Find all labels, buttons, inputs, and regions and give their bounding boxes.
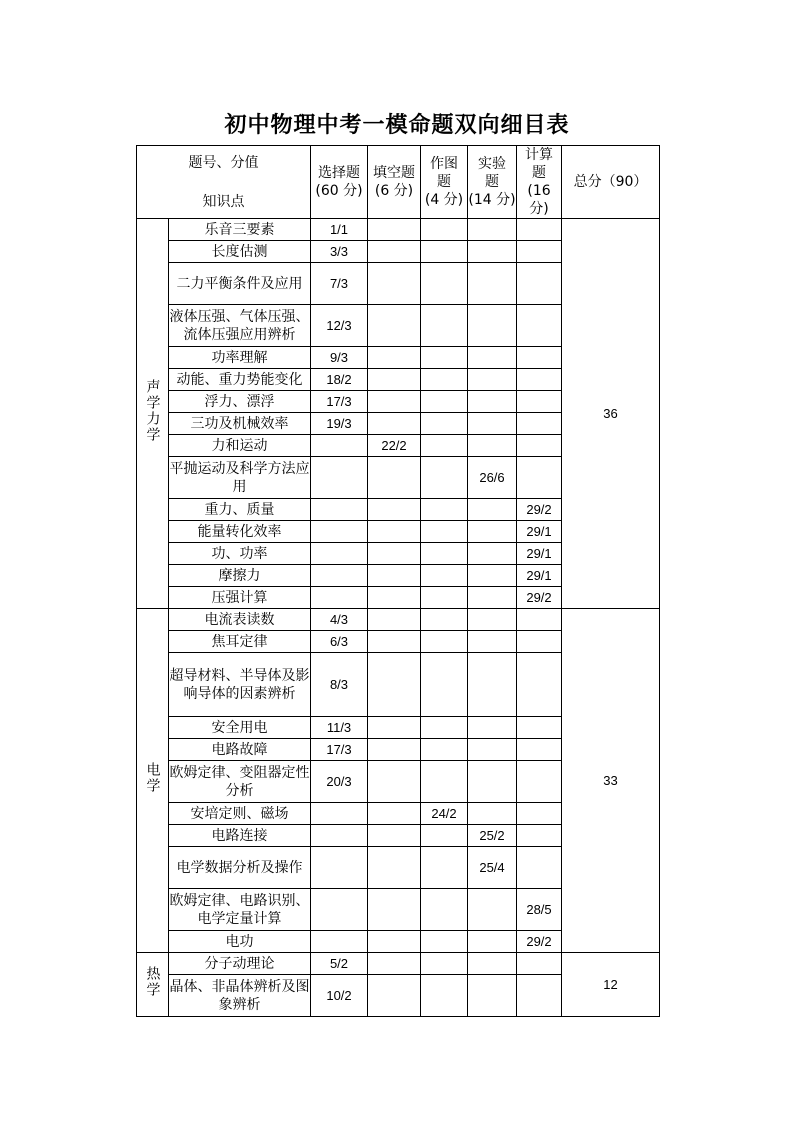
score-cell xyxy=(368,803,421,825)
score-cell xyxy=(468,739,517,761)
header-corner-cell xyxy=(137,146,311,219)
knowledge-point: 安全用电 xyxy=(169,717,311,739)
knowledge-point: 焦耳定律 xyxy=(169,631,311,653)
score-cell xyxy=(421,609,468,631)
score-cell xyxy=(368,565,421,587)
score-cell xyxy=(517,761,562,803)
score-cell xyxy=(311,587,368,609)
score-cell: 19/3 xyxy=(311,413,368,435)
score-cell: 29/1 xyxy=(517,543,562,565)
score-cell xyxy=(311,803,368,825)
score-cell xyxy=(421,263,468,305)
score-cell xyxy=(368,347,421,369)
score-cell xyxy=(368,305,421,347)
score-cell xyxy=(421,847,468,889)
score-cell xyxy=(468,975,517,1017)
knowledge-point: 压强计算 xyxy=(169,587,311,609)
score-cell xyxy=(468,631,517,653)
score-cell xyxy=(311,889,368,931)
knowledge-point: 平抛运动及科学方法应用 xyxy=(169,457,311,499)
score-cell: 20/3 xyxy=(311,761,368,803)
score-cell xyxy=(468,391,517,413)
score-cell xyxy=(311,521,368,543)
score-cell xyxy=(368,739,421,761)
category-label: 热学 xyxy=(144,966,161,998)
score-cell xyxy=(421,413,468,435)
knowledge-point: 乐音三要素 xyxy=(169,219,311,241)
score-cell xyxy=(468,953,517,975)
score-cell xyxy=(468,889,517,931)
score-cell xyxy=(421,543,468,565)
score-cell xyxy=(517,975,562,1017)
section-total: 12 xyxy=(562,953,660,1017)
table-row xyxy=(137,953,660,975)
category-label: 声学力学 xyxy=(144,379,161,443)
score-cell: 26/6 xyxy=(468,457,517,499)
score-cell: 4/3 xyxy=(311,609,368,631)
knowledge-point: 动能、重力势能变化 xyxy=(169,369,311,391)
knowledge-point: 摩擦力 xyxy=(169,565,311,587)
header-fill: 填空题 (6 分) xyxy=(368,146,421,219)
score-cell xyxy=(368,889,421,931)
score-cell xyxy=(517,653,562,717)
score-cell: 24/2 xyxy=(421,803,468,825)
header-choice: 选择题 (60 分) xyxy=(311,146,368,219)
score-cell xyxy=(468,653,517,717)
knowledge-point: 三功及机械效率 xyxy=(169,413,311,435)
score-cell xyxy=(421,653,468,717)
knowledge-point: 电功 xyxy=(169,931,311,953)
knowledge-point: 功率理解 xyxy=(169,347,311,369)
score-cell xyxy=(468,543,517,565)
knowledge-point: 欧姆定律、电路识别、电学定量计算 xyxy=(169,889,311,931)
header-calculation: 计算 题 (16 分) xyxy=(517,146,562,219)
detail-table xyxy=(136,145,660,1017)
score-cell xyxy=(368,369,421,391)
score-cell xyxy=(517,953,562,975)
score-cell xyxy=(368,457,421,499)
score-cell xyxy=(421,369,468,391)
score-cell: 12/3 xyxy=(311,305,368,347)
score-cell xyxy=(368,975,421,1017)
score-cell xyxy=(421,975,468,1017)
score-cell xyxy=(517,825,562,847)
header-experiment: 实验 题 (14 分) xyxy=(468,146,517,219)
score-cell xyxy=(421,739,468,761)
score-cell xyxy=(311,543,368,565)
score-cell: 29/2 xyxy=(517,499,562,521)
score-cell xyxy=(421,825,468,847)
score-cell: 8/3 xyxy=(311,653,368,717)
table-row xyxy=(137,609,660,631)
score-cell xyxy=(517,435,562,457)
knowledge-point: 电流表读数 xyxy=(169,609,311,631)
score-cell xyxy=(517,609,562,631)
knowledge-point: 长度估测 xyxy=(169,241,311,263)
score-cell xyxy=(421,889,468,931)
score-cell xyxy=(368,931,421,953)
score-cell xyxy=(421,219,468,241)
score-cell xyxy=(311,435,368,457)
header-corner-top: 题号、分值 xyxy=(188,154,259,171)
score-cell xyxy=(368,413,421,435)
knowledge-point: 超导材料、半导体及影响导体的因素辨析 xyxy=(169,653,311,717)
score-cell: 5/2 xyxy=(311,953,368,975)
score-cell xyxy=(468,565,517,587)
score-cell: 17/3 xyxy=(311,391,368,413)
score-cell xyxy=(517,717,562,739)
score-cell xyxy=(517,305,562,347)
knowledge-point: 安培定则、磁场 xyxy=(169,803,311,825)
score-cell xyxy=(421,565,468,587)
score-cell: 17/3 xyxy=(311,739,368,761)
score-cell: 29/2 xyxy=(517,931,562,953)
score-cell xyxy=(368,219,421,241)
score-cell: 28/5 xyxy=(517,889,562,931)
score-cell xyxy=(517,347,562,369)
score-cell xyxy=(368,499,421,521)
score-cell xyxy=(421,931,468,953)
score-cell xyxy=(468,241,517,263)
score-cell xyxy=(368,263,421,305)
score-cell xyxy=(368,653,421,717)
score-cell: 10/2 xyxy=(311,975,368,1017)
score-cell xyxy=(421,953,468,975)
score-cell xyxy=(421,305,468,347)
score-cell: 25/2 xyxy=(468,825,517,847)
score-cell xyxy=(368,717,421,739)
score-cell: 7/3 xyxy=(311,263,368,305)
header-drawing: 作图 题 (4 分) xyxy=(421,146,468,219)
knowledge-point: 分子动理论 xyxy=(169,953,311,975)
score-cell: 22/2 xyxy=(368,435,421,457)
score-cell: 1/1 xyxy=(311,219,368,241)
score-cell xyxy=(368,847,421,889)
header-corner-bottom: 知识点 xyxy=(202,193,245,210)
section-total: 33 xyxy=(562,609,660,953)
score-cell: 6/3 xyxy=(311,631,368,653)
score-cell xyxy=(421,435,468,457)
score-cell xyxy=(311,457,368,499)
score-cell xyxy=(517,847,562,889)
score-cell xyxy=(421,717,468,739)
score-cell: 18/2 xyxy=(311,369,368,391)
score-cell xyxy=(311,847,368,889)
score-cell xyxy=(421,391,468,413)
score-cell xyxy=(517,241,562,263)
score-cell xyxy=(468,521,517,543)
score-cell xyxy=(517,219,562,241)
score-cell: 25/4 xyxy=(468,847,517,889)
score-cell xyxy=(368,761,421,803)
knowledge-point: 晶体、非晶体辨析及图象辨析 xyxy=(169,975,311,1017)
score-cell xyxy=(311,825,368,847)
score-cell xyxy=(421,457,468,499)
score-cell xyxy=(421,241,468,263)
score-cell xyxy=(368,953,421,975)
category-cell xyxy=(137,219,169,609)
score-cell xyxy=(368,521,421,543)
score-cell xyxy=(468,369,517,391)
knowledge-point: 液体压强、气体压强、流体压强应用辨析 xyxy=(169,305,311,347)
score-cell: 9/3 xyxy=(311,347,368,369)
score-cell xyxy=(517,631,562,653)
score-cell xyxy=(468,761,517,803)
score-cell xyxy=(468,219,517,241)
score-cell xyxy=(468,347,517,369)
score-cell xyxy=(468,717,517,739)
score-cell xyxy=(468,435,517,457)
score-cell xyxy=(468,931,517,953)
score-cell xyxy=(517,457,562,499)
score-cell: 3/3 xyxy=(311,241,368,263)
header-total: 总分（90） xyxy=(562,146,660,219)
score-cell xyxy=(368,609,421,631)
score-cell xyxy=(421,587,468,609)
score-cell xyxy=(517,369,562,391)
knowledge-point: 二力平衡条件及应用 xyxy=(169,263,311,305)
section-total: 36 xyxy=(562,219,660,609)
score-cell xyxy=(311,931,368,953)
score-cell xyxy=(468,609,517,631)
score-cell xyxy=(517,803,562,825)
score-cell xyxy=(517,391,562,413)
score-cell xyxy=(421,631,468,653)
score-cell xyxy=(368,543,421,565)
knowledge-point: 欧姆定律、变阻器定性分析 xyxy=(169,761,311,803)
knowledge-point: 电学数据分析及操作 xyxy=(169,847,311,889)
score-cell xyxy=(421,347,468,369)
knowledge-point: 功、功率 xyxy=(169,543,311,565)
page-title: 初中物理中考一模命题双向细目表 xyxy=(224,112,570,138)
category-cell xyxy=(137,609,169,953)
score-cell xyxy=(517,263,562,305)
knowledge-point: 能量转化效率 xyxy=(169,521,311,543)
score-cell: 29/1 xyxy=(517,521,562,543)
score-cell xyxy=(368,631,421,653)
score-cell: 29/2 xyxy=(517,587,562,609)
score-cell xyxy=(368,825,421,847)
score-cell xyxy=(368,241,421,263)
knowledge-point: 电路连接 xyxy=(169,825,311,847)
knowledge-point: 电路故障 xyxy=(169,739,311,761)
score-cell xyxy=(311,565,368,587)
table-row xyxy=(137,219,660,241)
score-cell xyxy=(468,499,517,521)
category-cell xyxy=(137,953,169,1017)
score-cell xyxy=(468,413,517,435)
score-cell xyxy=(311,499,368,521)
score-cell: 11/3 xyxy=(311,717,368,739)
score-cell xyxy=(421,521,468,543)
score-cell xyxy=(421,761,468,803)
score-cell xyxy=(468,305,517,347)
knowledge-point: 重力、质量 xyxy=(169,499,311,521)
header-row xyxy=(137,146,660,219)
score-cell xyxy=(517,739,562,761)
score-cell xyxy=(368,587,421,609)
knowledge-point: 浮力、漂浮 xyxy=(169,391,311,413)
score-cell xyxy=(468,263,517,305)
score-cell xyxy=(468,803,517,825)
score-cell xyxy=(368,391,421,413)
score-cell xyxy=(517,413,562,435)
table-body xyxy=(137,219,660,1017)
category-label: 电学 xyxy=(144,762,161,794)
knowledge-point: 力和运动 xyxy=(169,435,311,457)
score-cell xyxy=(421,499,468,521)
score-cell xyxy=(468,587,517,609)
score-cell: 29/1 xyxy=(517,565,562,587)
